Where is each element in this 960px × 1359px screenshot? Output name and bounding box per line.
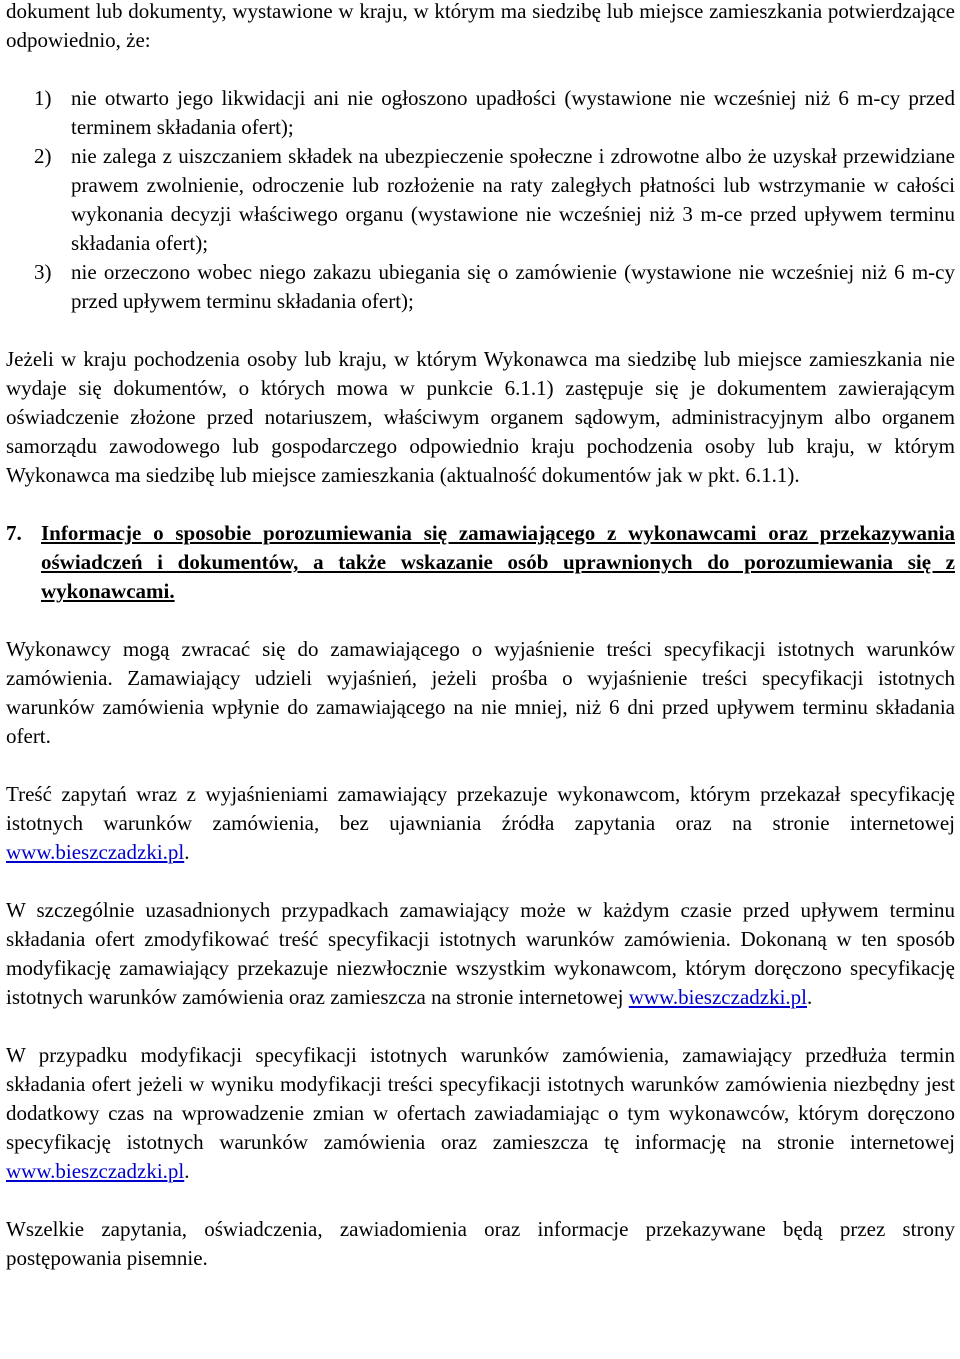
clarification-paragraph: Wykonawcy mogą zwracać się do zamawiającego o wyjaśnienie treści specyfikacji istotnych warunków zamówienia. Zamawiający udzieli wyjaśnień, jeżeli prośba o wyjaśnienie treści specyfikacji istotnych warunków zamówienia wpłynie do zamawiającego na nie mniej, niż 6 dni przed upływem terminu składania ofert. (6, 637, 955, 748)
list-item-number: 2) (34, 144, 52, 168)
modification-text-end: . (807, 985, 813, 1009)
document-page (6, 0, 955, 1273)
questions-text: Treść zapytań wraz z wyjaśnieniami zamawiający przekazuje wykonawcom, którym przekazał specyfikację istotnych warunków zamówienia, bez ujawniania źródła zapytania oraz na stronie internetowej (6, 782, 955, 835)
website-link[interactable]: www.bieszczadzki.pl (628, 985, 807, 1009)
list-item-number: 1) (34, 86, 52, 110)
website-link[interactable]: www.bieszczadzki.pl (6, 1159, 185, 1183)
deadline-extension-paragraph (6, 1041, 955, 1186)
section-number: 7. (6, 521, 22, 545)
list-item-text: nie otwarto jego likwidacji ani nie ogłoszono upadłości (wystawione nie wcześniej niż 6 m-cy przed terminem składania ofert); (71, 86, 955, 139)
deadline-extension-text: W przypadku modyfikacji specyfikacji istotnych warunków zamówienia, zamawiający przedłuża termin składania ofert jeżeli w wyniku modyfikacji treści specyfikacji istotnych warunków zamówienia niezbędny jest dodatkowy czas na wprowadzenie zmian w ofertach zawiadamiając o tym wykonawców, którym doręczono specyfikację istotnych warunków zamówienia oraz zamieszcza tę informację na stronie internetowej (6, 1043, 955, 1154)
foreign-documents-paragraph: Jeżeli w kraju pochodzenia osoby lub kraju, w którym Wykonawca ma siedzibę lub miejsce zamieszkania nie wydaje się dokumentów, o których mowa w punkcie 6.1.1) zastępuje się je dokumentem zawierającym oświadczenie złożone przed notariuszem, właściwym organem sądowym, administracyjnym albo organem samorządu zawodowego lub gospodarczego odpowiednio kraju pochodzenia osoby lub kraju, w którym Wykonawca ma siedzibę lub miejsce zamieszkania (aktualność dokumentów jak w pkt. 6.1.1). (6, 347, 955, 487)
list-item-text: nie zalega z uiszczaniem składek na ubezpieczenie społeczne i zdrowotne albo że uzyskał przewidziane prawem zwolnienie, odroczenie lub rozłożenie na raty zaległych płatności lub wstrzymanie w całości wykonania decyzji właściwego organu (wystawione nie wcześniej niż 3 m-ce przed upływem terminu składania ofert); (71, 144, 955, 255)
deadline-extension-text-end: . (184, 1159, 190, 1183)
modification-text: W szczególnie uzasadnionych przypadkach zamawiający może w każdym czasie przed upływem terminu składania ofert zmodyfikować treść specyfikacji istotnych warunków zamówienia. Dokonaną w ten sposób modyfikację zamawiający przekazuje niezwłocznie wszystkim wykonawcom, którym doręczono specyfikację istotnych warunków zamówienia oraz zamieszcza na stronie internetowej (6, 898, 955, 1009)
questions-text-end: . (184, 840, 190, 864)
list-item (34, 258, 955, 316)
section-7-heading (6, 519, 955, 606)
modification-paragraph (6, 896, 955, 1012)
questions-paragraph (6, 780, 955, 867)
list-item (34, 84, 955, 142)
section-title: Informacje o sposobie porozumiewania się zamawiającego z wykonawcami oraz przekazywania oświadczeń i dokumentów, a także wskazanie osób uprawnionych do porozumiewania się z wykonawcami. (41, 521, 955, 603)
list-item (34, 142, 955, 258)
intro-paragraph: dokument lub dokumenty, wystawione w kraju, w którym ma siedzibę lub miejsce zamieszkania potwierdzające odpowiednio, że: (6, 0, 955, 52)
list-item-text: nie orzeczono wobec niego zakazu ubiegania się o zamówienie (wystawione nie wcześniej niż 6 m-cy przed upływem terminu składania ofert); (71, 260, 955, 313)
written-communication-paragraph: Wszelkie zapytania, oświadczenia, zawiadomienia oraz informacje przekazywane będą przez strony postępowania pisemnie. (6, 1217, 955, 1270)
requirements-list (34, 84, 955, 316)
list-item-number: 3) (34, 260, 52, 284)
website-link[interactable]: www.bieszczadzki.pl (6, 840, 185, 864)
